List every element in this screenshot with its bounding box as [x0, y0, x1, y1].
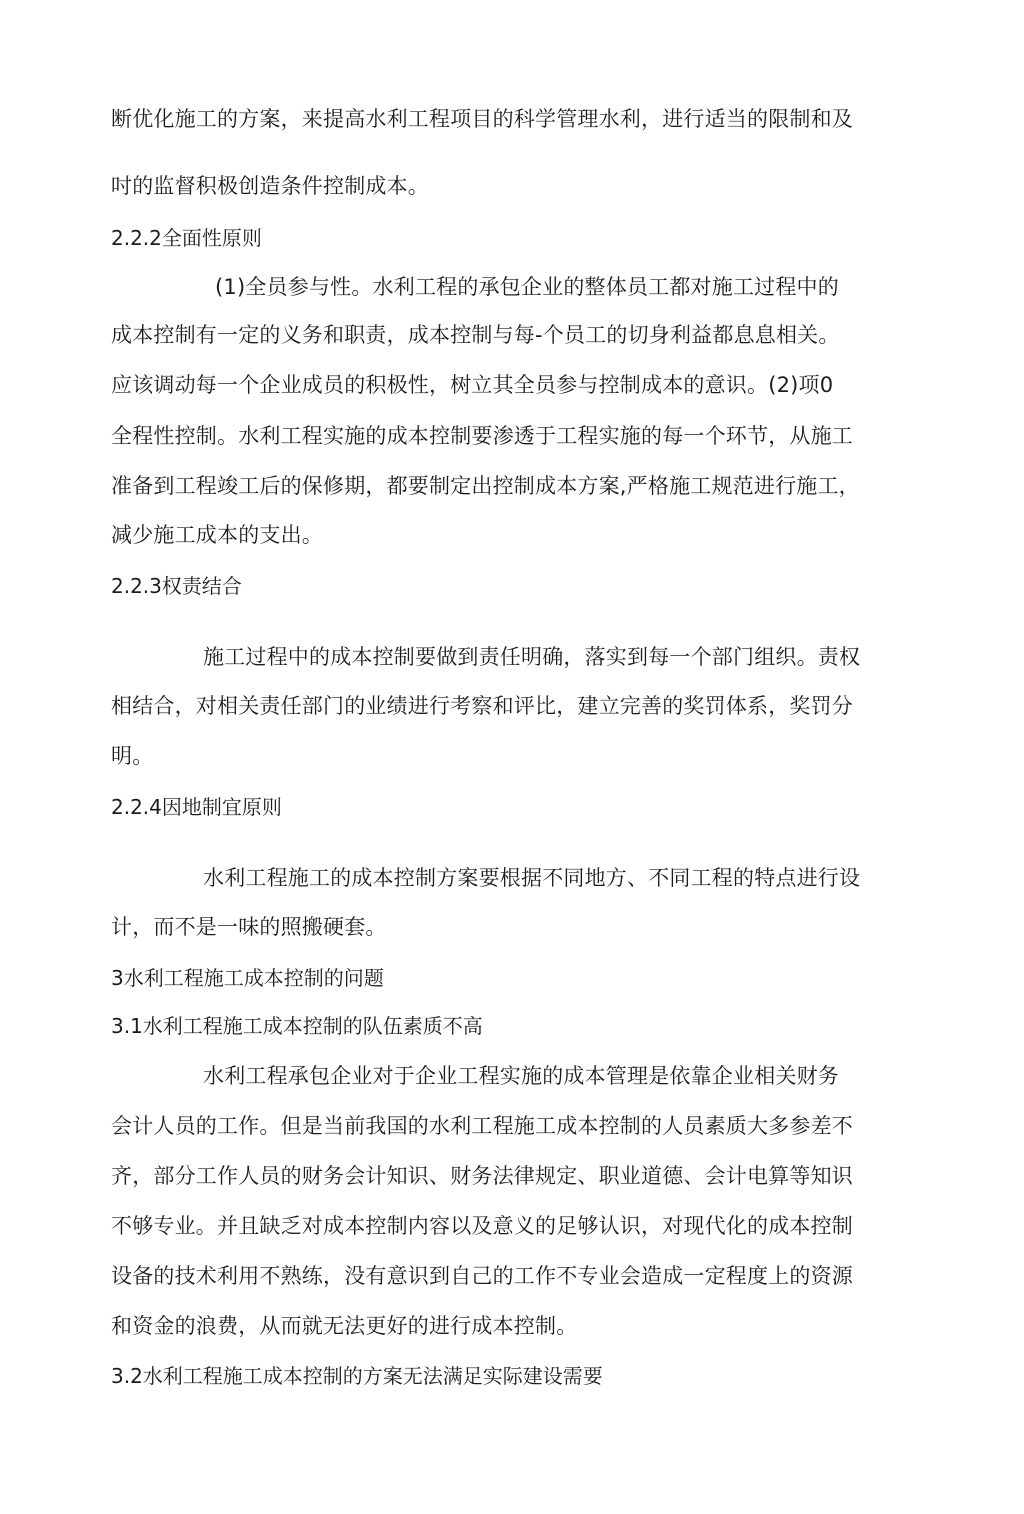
section-heading-3-2: 3.2水利工程施工成本控制的方案无法满足实际建设需要 — [111, 1364, 603, 1388]
body-text-line: 水利工程施工的成本控制方案要根据不同地方、不同工程的特点进行设 — [203, 866, 861, 890]
body-text-line: 断优化施工的方案，来提高水利工程项目的科学管理水利，进行适当的限制和及 — [111, 107, 853, 131]
section-heading-3-1: 3.1水利工程施工成本控制的队伍素质不高 — [111, 1014, 483, 1038]
body-text-line: 明。 — [111, 744, 154, 768]
body-text-line: 施工过程中的成本控制要做到责任明确，落实到每一个部门组织。责权 — [203, 645, 861, 669]
body-text-line: 成本控制有一定的义务和职责，成本控制与每-个员工的切身利益都息息相关。 — [111, 323, 840, 347]
section-heading-2-2-4: 2.2.4因地制宜原则 — [111, 795, 282, 819]
body-text-line: 相结合，对相关责任部门的业绩进行考察和评比，建立完善的奖罚体系，奖罚分 — [111, 694, 853, 718]
body-text-line: 齐，部分工作人员的财务会计知识、财务法律规定、职业道德、会计电算等知识 — [111, 1164, 853, 1188]
section-heading-2-2-2: 2.2.2全面性原则 — [111, 226, 262, 250]
body-text-line: 不够专业。并且缺乏对成本控制内容以及意义的足够认识，对现代化的成本控制 — [111, 1214, 853, 1238]
body-text-line: 减少施工成本的支出。 — [111, 523, 323, 547]
body-text-line: 和资金的浪费，从而就无法更好的进行成本控制。 — [111, 1314, 578, 1338]
body-text-line: 水利工程承包企业对于企业工程实施的成本管理是依靠企业相关财务 — [203, 1064, 839, 1088]
body-text-line: (1)全员参与性。水利工程的承包企业的整体员工都对施工过程中的 — [215, 275, 839, 299]
body-text-line: 准备到工程竣工后的保修期，都要制定出控制成本方案,严格施工规范进行施工， — [111, 474, 860, 498]
section-heading-2-2-3: 2.2.3权责结合 — [111, 574, 242, 598]
body-text-line: 设备的技术利用不熟练，没有意识到自己的工作不专业会造成一定程度上的资源 — [111, 1264, 853, 1288]
section-heading-3: 3水利工程施工成本控制的问题 — [111, 966, 384, 990]
body-text-line: 全程性控制。水利工程实施的成本控制要渗透于工程实施的每一个环节，从施工 — [111, 424, 853, 448]
body-text-line: 应该调动每一个企业成员的积极性，树立其全员参与控制成本的意识。(2)项0 — [111, 373, 834, 397]
body-text-line: 会计人员的工作。但是当前我国的水利工程施工成本控制的人员素质大多参差不 — [111, 1114, 853, 1138]
body-text-line: 吋的监督积极创造条件控制成本。 — [111, 174, 429, 198]
body-text-line: 计，而不是一味的照搬硬套。 — [111, 915, 387, 939]
